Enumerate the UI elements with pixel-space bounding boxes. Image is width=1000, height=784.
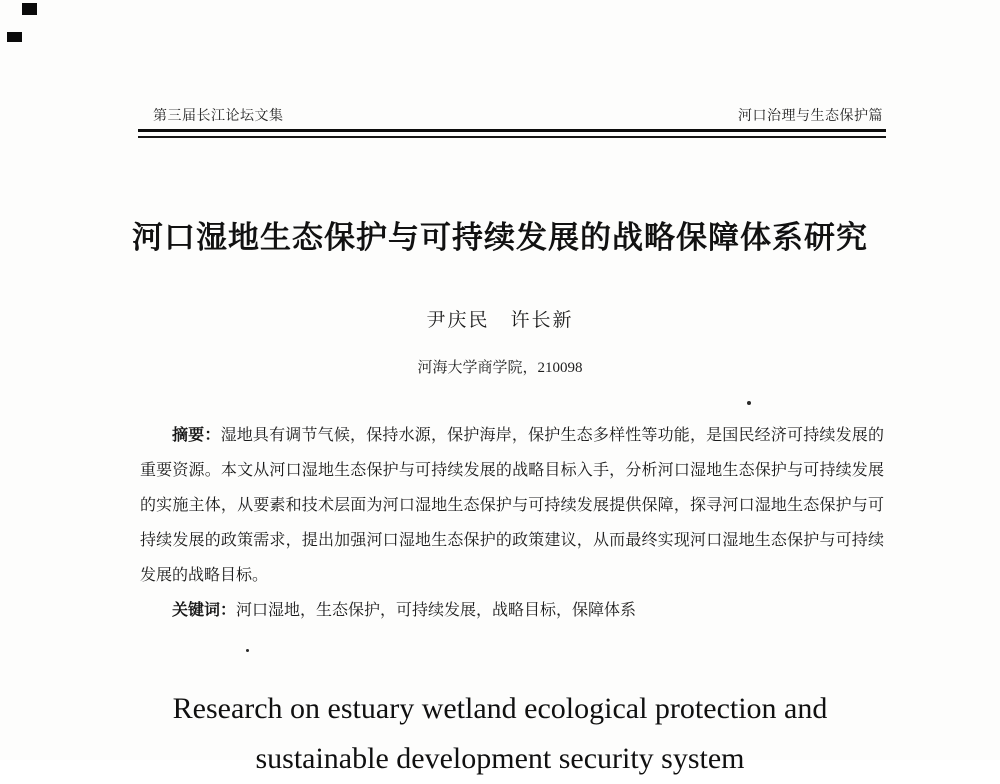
header-double-rule bbox=[138, 129, 886, 138]
keywords-paragraph bbox=[140, 593, 884, 628]
english-title-line1: Research on estuary wetland ecological protection and bbox=[172, 692, 828, 725]
running-head-right: 河口治理与生态保护篇 bbox=[738, 109, 883, 124]
keywords-text: 河口湿地，生态保护，可持续发展，战略目标，保障体系 bbox=[236, 602, 637, 619]
keywords-label: 关键词： bbox=[172, 602, 237, 619]
abstract-text: 湿地具有调节气候，保持水源，保护海岸，保护生态多样性等功能，是国民经济可持续发展的重要资源。本文从河口湿地生态保护与可持续发展的战略目标入手，分析河口湿地生态保护与可持续发展的实施主体，从要素和技术层面为河口湿地生态保护与可持续发展提供保障，探寻河口湿地生态保护与可持续发展的政策需求，提出加强河口湿地生态保护的政策建议，从而最终实现河口湿地生态保护与可持续发展的战略目标。 bbox=[140, 427, 884, 584]
scan-speck bbox=[246, 649, 249, 652]
scan-artifact bbox=[22, 3, 37, 15]
scan-speck bbox=[747, 401, 751, 405]
scan-artifact bbox=[7, 32, 22, 42]
affiliation: 河海大学商学院，210098 bbox=[417, 360, 583, 376]
running-head-left: 第三届长江论坛文集 bbox=[153, 109, 284, 124]
paper-title: 河口湿地生态保护与可持续发展的战略保障体系研究 bbox=[132, 220, 868, 255]
abstract-label: 摘要： bbox=[172, 427, 221, 444]
running-head bbox=[153, 105, 883, 125]
english-title-line2: sustainable development security system bbox=[255, 742, 745, 775]
authors: 尹庆民 许长新 bbox=[426, 310, 574, 331]
abstract-block bbox=[140, 418, 884, 628]
english-title bbox=[0, 684, 1000, 784]
abstract-paragraph bbox=[140, 418, 884, 593]
